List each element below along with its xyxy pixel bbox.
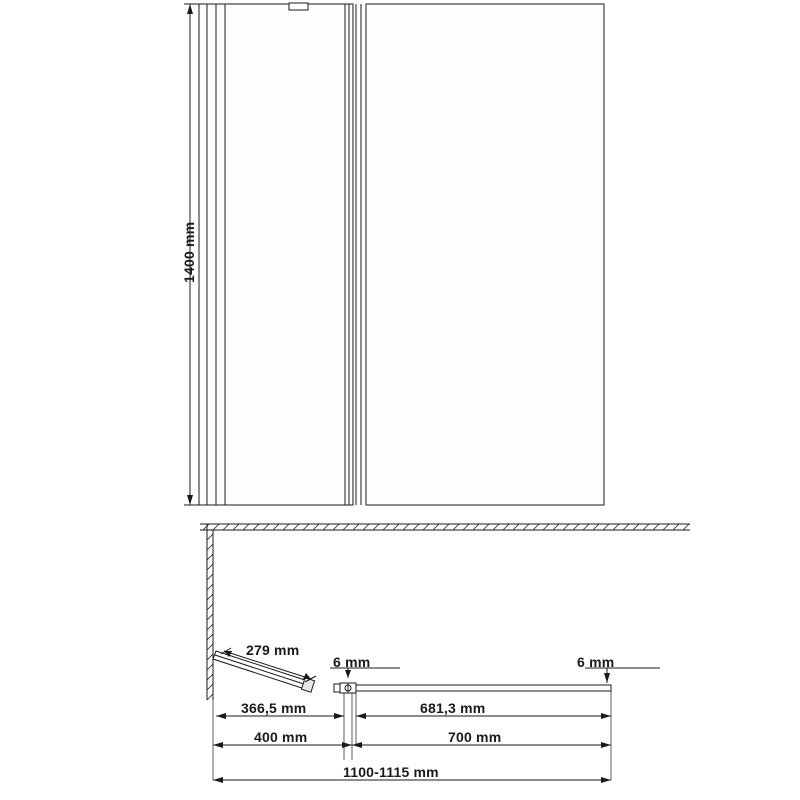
label-fixed-width-inner: 681,3 mm [420, 700, 486, 716]
label-door-width-inner: 366,5 mm [241, 700, 307, 716]
label-glass-thickness-left: 6 mm [333, 654, 371, 670]
label-glass-thickness-right: 6 mm [577, 654, 615, 670]
label-door-width-outer: 400 mm [254, 729, 308, 745]
label-panel-open-length: 279 mm [246, 642, 300, 658]
label-height: 1400 mm [181, 221, 197, 283]
front-elevation-group [199, 3, 604, 505]
hinge-block [334, 683, 356, 693]
label-total-width: 1100-1115 mm [343, 764, 439, 780]
fixed-panel-plan [356, 685, 611, 691]
label-fixed-width-outer: 700 mm [448, 729, 502, 745]
dim-6mm-right [585, 668, 660, 683]
